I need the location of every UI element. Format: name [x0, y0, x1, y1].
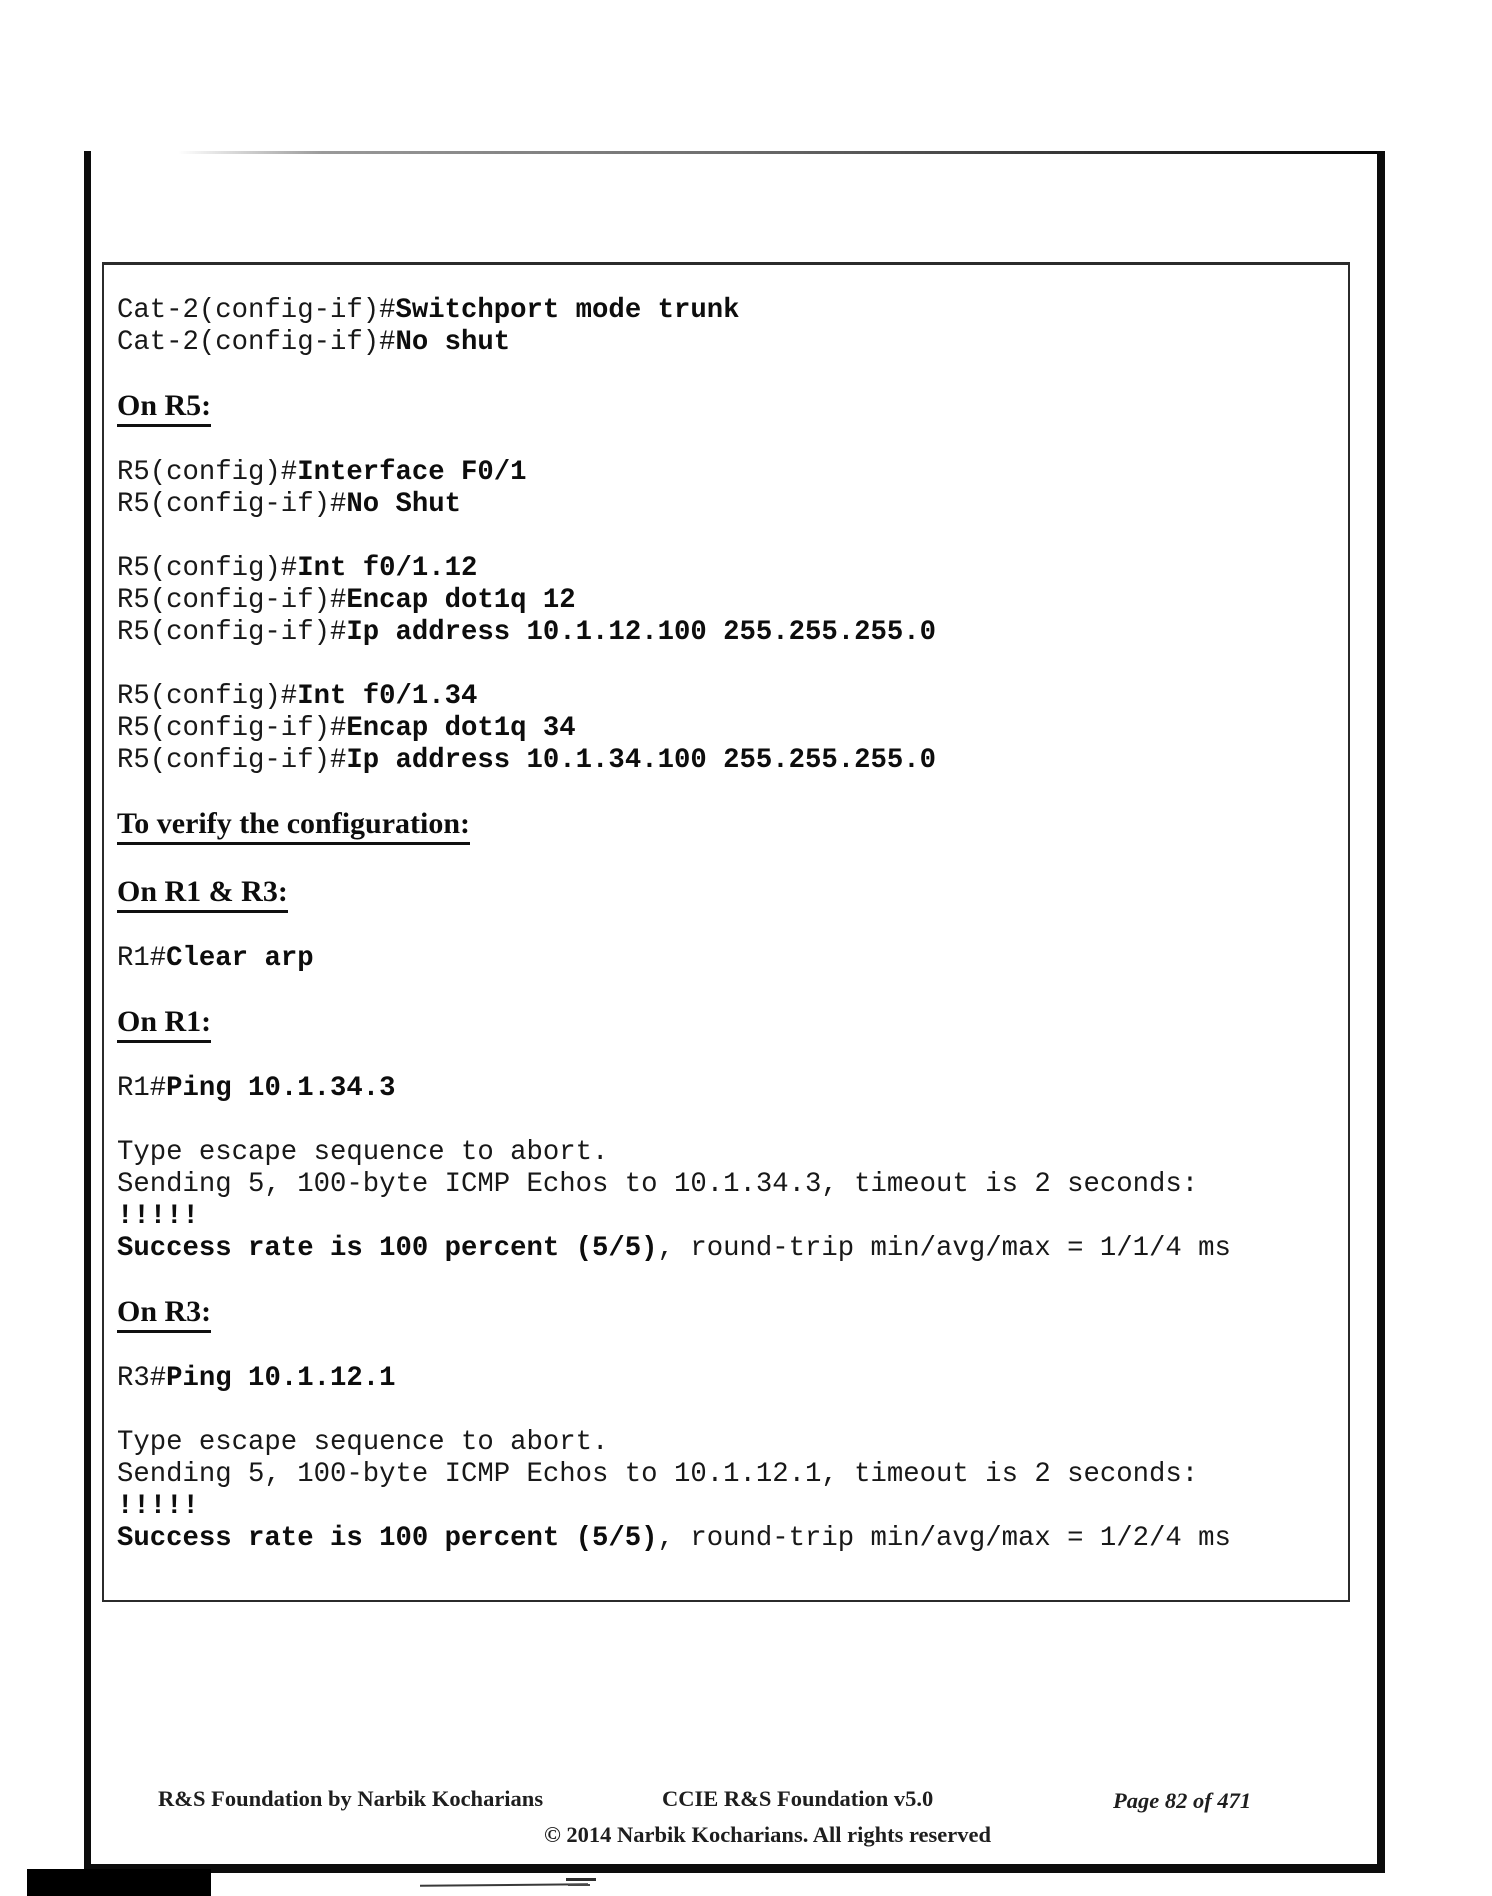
command-text: Encap dot1q 34: [346, 713, 576, 744]
command-text: No Shut: [346, 489, 462, 520]
prompt-text: R5(config-if)#: [117, 745, 347, 776]
section-heading-text: On R5:: [117, 389, 211, 427]
code-line: [117, 489, 1340, 521]
code-line: [117, 1233, 1340, 1265]
page-border-left: [84, 151, 91, 1870]
section-heading: [117, 1005, 1340, 1043]
section-heading: [117, 1295, 1340, 1333]
command-text: Int f0/1.12: [297, 553, 478, 584]
command-text: Ip address 10.1.34.100 255.255.255.0: [346, 745, 937, 776]
prompt-text: Cat-2(config-if)#: [117, 327, 396, 358]
prompt-text: R5(config-if)#: [117, 489, 347, 520]
prompt-text: R3#: [117, 1363, 167, 1394]
prompt-text: Sending 5, 100-byte ICMP Echos to 10.1.12.1, timeout is 2 seconds:: [117, 1459, 1199, 1490]
prompt-text: , round-trip min/avg/max = 1/1/4 ms: [657, 1233, 1231, 1264]
page-border-right: [1377, 151, 1385, 1872]
code-line: [117, 1523, 1340, 1555]
command-text: Ping 10.1.12.1: [166, 1363, 396, 1394]
prompt-text: R5(config)#: [117, 681, 298, 712]
code-line: [117, 585, 1340, 617]
command-text: Success rate is 100 percent (5/5): [117, 1233, 658, 1264]
blank-line: [117, 521, 1340, 553]
command-text: Switchport mode trunk: [395, 295, 740, 326]
code-line: [117, 1459, 1340, 1491]
scan-artifact-scribble: [420, 1883, 588, 1886]
code-line: [117, 745, 1340, 777]
command-text: Clear arp: [166, 943, 314, 974]
command-text: !!!!!: [117, 1201, 199, 1232]
scan-artifact-black-bar: [27, 1869, 211, 1896]
code-line: [117, 457, 1340, 489]
command-text: !!!!!: [117, 1491, 199, 1522]
section-heading-text: To verify the configuration:: [117, 807, 470, 845]
code-line: [117, 1491, 1340, 1523]
code-line: [117, 1201, 1340, 1233]
section-heading: [117, 875, 1340, 913]
code-line: [117, 713, 1340, 745]
prompt-text: R1#: [117, 1073, 167, 1104]
footer-title: CCIE R&S Foundation v5.0: [662, 1786, 934, 1811]
scan-artifact-scribble: [568, 1884, 590, 1886]
command-text: Ping 10.1.34.3: [166, 1073, 396, 1104]
code-line: [117, 1363, 1340, 1395]
prompt-text: Sending 5, 100-byte ICMP Echos to 10.1.34.3, timeout is 2 seconds:: [117, 1169, 1199, 1200]
prompt-text: R5(config-if)#: [117, 713, 347, 744]
prompt-text: R1#: [117, 943, 167, 974]
command-text: Int f0/1.34: [297, 681, 478, 712]
command-text: No shut: [395, 327, 511, 358]
code-line: [117, 1073, 1340, 1105]
prompt-text: R5(config)#: [117, 553, 298, 584]
code-line: [117, 1137, 1340, 1169]
section-heading-text: On R1:: [117, 1005, 211, 1043]
prompt-text: , round-trip min/avg/max = 1/2/4 ms: [657, 1523, 1231, 1554]
code-line: [117, 681, 1340, 713]
section-heading-text: On R3:: [117, 1295, 211, 1333]
code-line: [117, 1169, 1340, 1201]
section-heading: [117, 389, 1340, 427]
page-border-top: [178, 151, 1382, 154]
scan-artifact-scribble: [566, 1878, 596, 1881]
footer-author: R&S Foundation by Narbik Kocharians: [158, 1786, 544, 1811]
section-heading: [117, 807, 1340, 845]
command-text: Ip address 10.1.12.100 255.255.255.0: [346, 617, 937, 648]
prompt-text: Cat-2(config-if)#: [117, 295, 396, 326]
prompt-text: Type escape sequence to abort.: [117, 1137, 609, 1168]
footer-page-number: Page 82 of 471: [1113, 1788, 1252, 1813]
blank-line: [117, 1105, 1340, 1137]
command-text: Success rate is 100 percent (5/5): [117, 1523, 658, 1554]
prompt-text: Type escape sequence to abort.: [117, 1427, 609, 1458]
code-line: [117, 1427, 1340, 1459]
code-line: [117, 327, 1340, 359]
prompt-text: R5(config-if)#: [117, 585, 347, 616]
terminal-output-box: [102, 262, 1350, 1602]
blank-line: [117, 649, 1340, 681]
footer-copyright: © 2014 Narbik Kocharians. All rights reserved: [544, 1822, 992, 1847]
code-line: [117, 295, 1340, 327]
command-text: Interface F0/1: [297, 457, 527, 488]
code-line: [117, 943, 1340, 975]
section-heading-text: On R1 & R3:: [117, 875, 288, 913]
prompt-text: R5(config)#: [117, 457, 298, 488]
page-border-bottom: [84, 1864, 1385, 1873]
blank-line: [117, 1395, 1340, 1427]
command-text: Encap dot1q 12: [346, 585, 576, 616]
code-line: [117, 553, 1340, 585]
prompt-text: R5(config-if)#: [117, 617, 347, 648]
code-line: [117, 617, 1340, 649]
